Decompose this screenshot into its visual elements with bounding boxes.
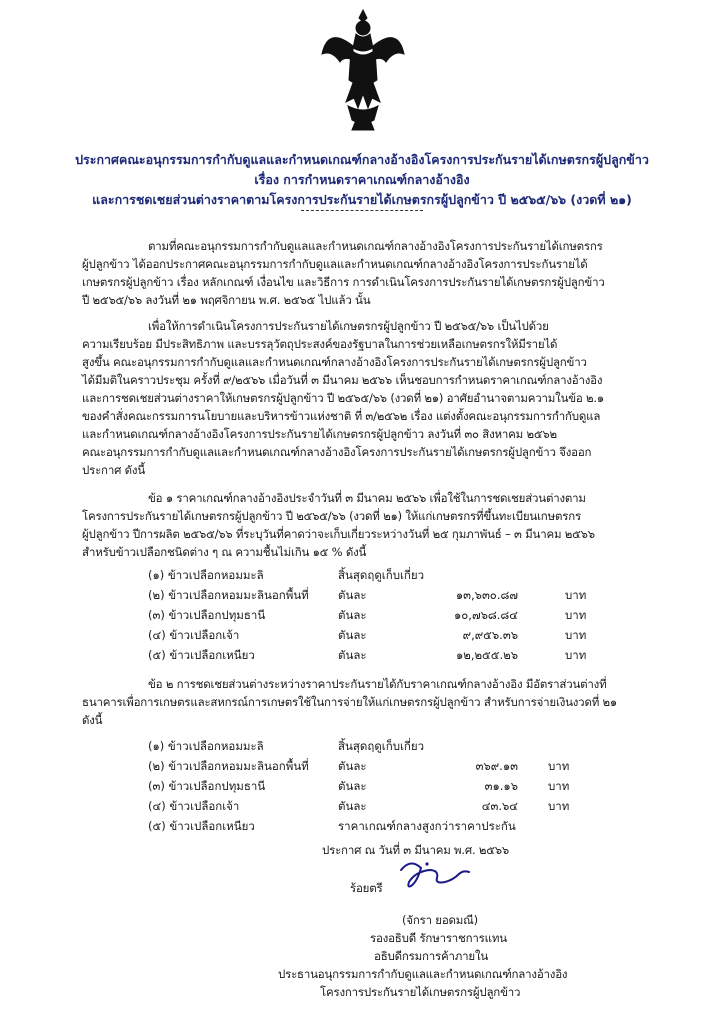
table-row-unit: ตันละ [338, 799, 367, 813]
table-row-value: ๑๒,๒๕๕.๒๖ [455, 648, 518, 662]
para2-line: ประกาศ ดังนี้ [82, 463, 145, 477]
handwritten-signature-icon [397, 856, 477, 892]
table-row-unit: ราคาเกณฑ์กลางสูงกว่าราคาประกัน [338, 819, 516, 833]
table-row-name: (๒) ข้าวเปลือกหอมมะลินอกพื้นที่ [148, 759, 309, 773]
table-row-currency: บาท [565, 628, 587, 642]
clause1-line: สำหรับข้าวเปลือกชนิดต่าง ๆ ณ ความชื้นไม่เกิน ๑๕ % ดังนี้ [82, 545, 367, 559]
para2-line: คณะอนุกรรมการกำกับดูแลและกำหนดเกณฑ์กลางอ้างอิงโครงการประกันรายได้เกษตรกรผู้ปลูกข้าว จึงออก [82, 445, 592, 459]
clause2-line: ธนาคารเพื่อการเกษตรและสหกรณ์การเกษตรใช้ในการจ่ายให้แก่เกษตรกรผู้ปลูกข้าว สำหรับการจ่ายเงินงวดที่ ๒๑ [82, 695, 618, 709]
signer-title: โครงการประกันรายได้เกษตรกรผู้ปลูกข้าว [320, 985, 521, 999]
table-row-currency: บาท [565, 608, 587, 622]
signer-title: รองอธิบดี รักษาราชการแทน [370, 931, 507, 945]
table-row-name: (๓) ข้าวเปลือกปทุมธานี [148, 779, 266, 793]
table-row-name: (๒) ข้าวเปลือกหอมมะลินอกพื้นที่ [148, 588, 309, 602]
table-row-currency: บาท [548, 799, 570, 813]
header-divider [301, 210, 423, 211]
para2-line: และการชดเชยส่วนต่างราคาให้เกษตรกรผู้ปลูกข้าว ปี ๒๕๖๕/๖๖ (งวดที่ ๒๑) อาศัยอำนาจตามความในข้อ ๒.๑ [82, 391, 604, 405]
announcement-date: ประกาศ ณ วันที่ ๓ มีนาคม พ.ศ. ๒๕๖๖ [322, 843, 509, 857]
table-row-currency: บาท [565, 588, 587, 602]
para2-line: เพื่อให้การดำเนินโครงการประกันรายได้เกษตรกรผู้ปลูกข้าว ปี ๒๕๖๕/๖๖ เป็นไปด้วย [148, 319, 549, 333]
table-row-name: (๔) ข้าวเปลือกเจ้า [148, 628, 240, 642]
table-row-unit: ตันละ [338, 779, 367, 793]
table-row-unit: ตันละ [338, 608, 367, 622]
table-row-unit: ตันละ [338, 648, 367, 662]
signer-title: ประธานอนุกรรมการกำกับดูแลและกำหนดเกณฑ์กลางอ้างอิง [278, 967, 568, 981]
signer-name: (จักรา ยอดมณี) [402, 913, 478, 927]
para1-line: ตามที่คณะอนุกรรมการกำกับดูแลและกำหนดเกณฑ์กลางอ้างอิงโครงการประกันรายได้เกษตรกร [148, 239, 603, 253]
table-row-unit: สิ้นสุดฤดูเก็บเกี่ยว [338, 568, 425, 582]
announcement-subject: เรื่อง การกำหนดราคาเกณฑ์กลางอ้างอิง [254, 172, 470, 187]
signer-rank: ร้อยตรี [350, 881, 383, 895]
announcement-subject-detail: และการชดเชยส่วนต่างราคาตามโครงการประกันรายได้เกษตรกรผู้ปลูกข้าว ปี ๒๕๖๕/๖๖ (งวดที่ ๒๑) [92, 192, 632, 207]
para2-line: และกำหนดเกณฑ์กลางอ้างอิงโครงการประกันรายได้เกษตรกรผู้ปลูกข้าว ลงวันที่ ๓๐ สิงหาคม ๒๕๖๒ [82, 427, 557, 441]
para1-line: ปี ๒๕๖๕/๖๖ ลงวันที่ ๒๑ พฤศจิกายน พ.ศ. ๒๕๖๕ ไปแล้ว นั้น [82, 293, 371, 307]
table-row-name: (๑) ข้าวเปลือกหอมมะลิ [148, 568, 264, 582]
para2-line: ความเรียบร้อย มีประสิทธิภาพ และบรรลุวัตถุประสงค์ของรัฐบาลในการช่วยเหลือเกษตรกรให้มีรายได้ [82, 337, 558, 351]
table-row-unit: ตันละ [338, 588, 367, 602]
table-row-name: (๔) ข้าวเปลือกเจ้า [148, 799, 240, 813]
table-row-value: ๑๓,๖๓๐.๘๗ [455, 588, 518, 602]
clause2-line: ข้อ ๒ การชดเชยส่วนต่างระหว่างราคาประกันรายได้กับราคาเกณฑ์กลางอ้างอิง มีอัตราส่วนต่างที่ [148, 677, 607, 691]
table-row-currency: บาท [565, 648, 587, 662]
para1-line: ผู้ปลูกข้าว ได้ออกประกาศคณะอนุกรรมการกำกับดูแลและกำหนดเกณฑ์กลางอ้างอิงโครงการประกันรายได้ [82, 257, 588, 271]
table-row-value: ๑๐,๗๖๘.๘๔ [453, 608, 518, 622]
table-row-value: ๙,๙๕๖.๓๖ [462, 628, 518, 642]
para1-line: เกษตรกรผู้ปลูกข้าว เรื่อง หลักเกณฑ์ เงื่อนไข และวิธีการ การดำเนินโครงการประกันรายได้เกษตรกรผู้ปลูกข้าว [82, 275, 605, 289]
table-row-value: ๔๓.๖๔ [481, 799, 518, 813]
table-row-unit: ตันละ [338, 628, 367, 642]
table-row-unit: สิ้นสุดฤดูเก็บเกี่ยว [338, 739, 425, 753]
clause2-line: ดังนี้ [82, 713, 103, 727]
para2-line: ของคำสั่งคณะกรรมการนโยบายและบริหารข้าวแห่งชาติ ที่ ๓/๒๕๖๒ เรื่อง แต่งตั้งคณะอนุกรรมการกำกับดูแล [82, 409, 601, 423]
table-row-currency: บาท [548, 759, 570, 773]
para2-line: สูงขึ้น คณะอนุกรรมการกำกับดูแลและกำหนดเกณฑ์กลางอ้างอิงโครงการประกันรายได้เกษตรกรผู้ปลูกข้าว [82, 355, 587, 369]
table-row-value: ๓๑.๑๖ [484, 779, 518, 793]
table-row-name: (๕) ข้าวเปลือกเหนียว [148, 819, 255, 833]
clause1-line: ข้อ ๑ ราคาเกณฑ์กลางอ้างอิงประจำวันที่ ๓ มีนาคม ๒๕๖๖ เพื่อใช้ในการชดเชยส่วนต่างตาม [148, 491, 586, 505]
para2-line: ได้มีมติในคราวประชุม ครั้งที่ ๙/๒๕๖๖ เมื่อวันที่ ๓ มีนาคม ๒๕๖๖ เห็นชอบการกำหนดราคาเกณฑ์กลางอ้างอิง [82, 373, 603, 387]
table-row-name: (๕) ข้าวเปลือกเหนียว [148, 648, 255, 662]
table-row-value: ๓๖๙.๑๓ [475, 759, 518, 773]
clause1-line: โครงการประกันรายได้เกษตรกรผู้ปลูกข้าว ปี ๒๕๖๕/๖๖ (งวดที่ ๒๑) ให้แก่เกษตรกรที่ขึ้นทะเบียนเกษตรกร [82, 509, 581, 523]
clause1-line: ผู้ปลูกข้าว ปีการผลิต ๒๕๖๕/๖๖ ที่ระบุวันที่คาดว่าจะเก็บเกี่ยวระหว่างวันที่ ๒๕ กุมภาพันธ์ – ๓ มีนาคม ๒๕๖๖ [82, 527, 595, 541]
announcement-title: ประกาศคณะอนุกรรมการกำกับดูแลและกำหนดเกณฑ์กลางอ้างอิงโครงการประกันรายได้เกษตรกรผู้ปลูกข้าว [75, 152, 649, 167]
table-row-name: (๑) ข้าวเปลือกหอมมะลิ [148, 739, 264, 753]
table-row-unit: ตันละ [338, 759, 367, 773]
signer-title: อธิบดีกรมการค้าภายใน [374, 949, 489, 963]
garuda-emblem-icon [318, 6, 408, 136]
table-row-name: (๓) ข้าวเปลือกปทุมธานี [148, 608, 266, 622]
table-row-currency: บาท [548, 779, 570, 793]
